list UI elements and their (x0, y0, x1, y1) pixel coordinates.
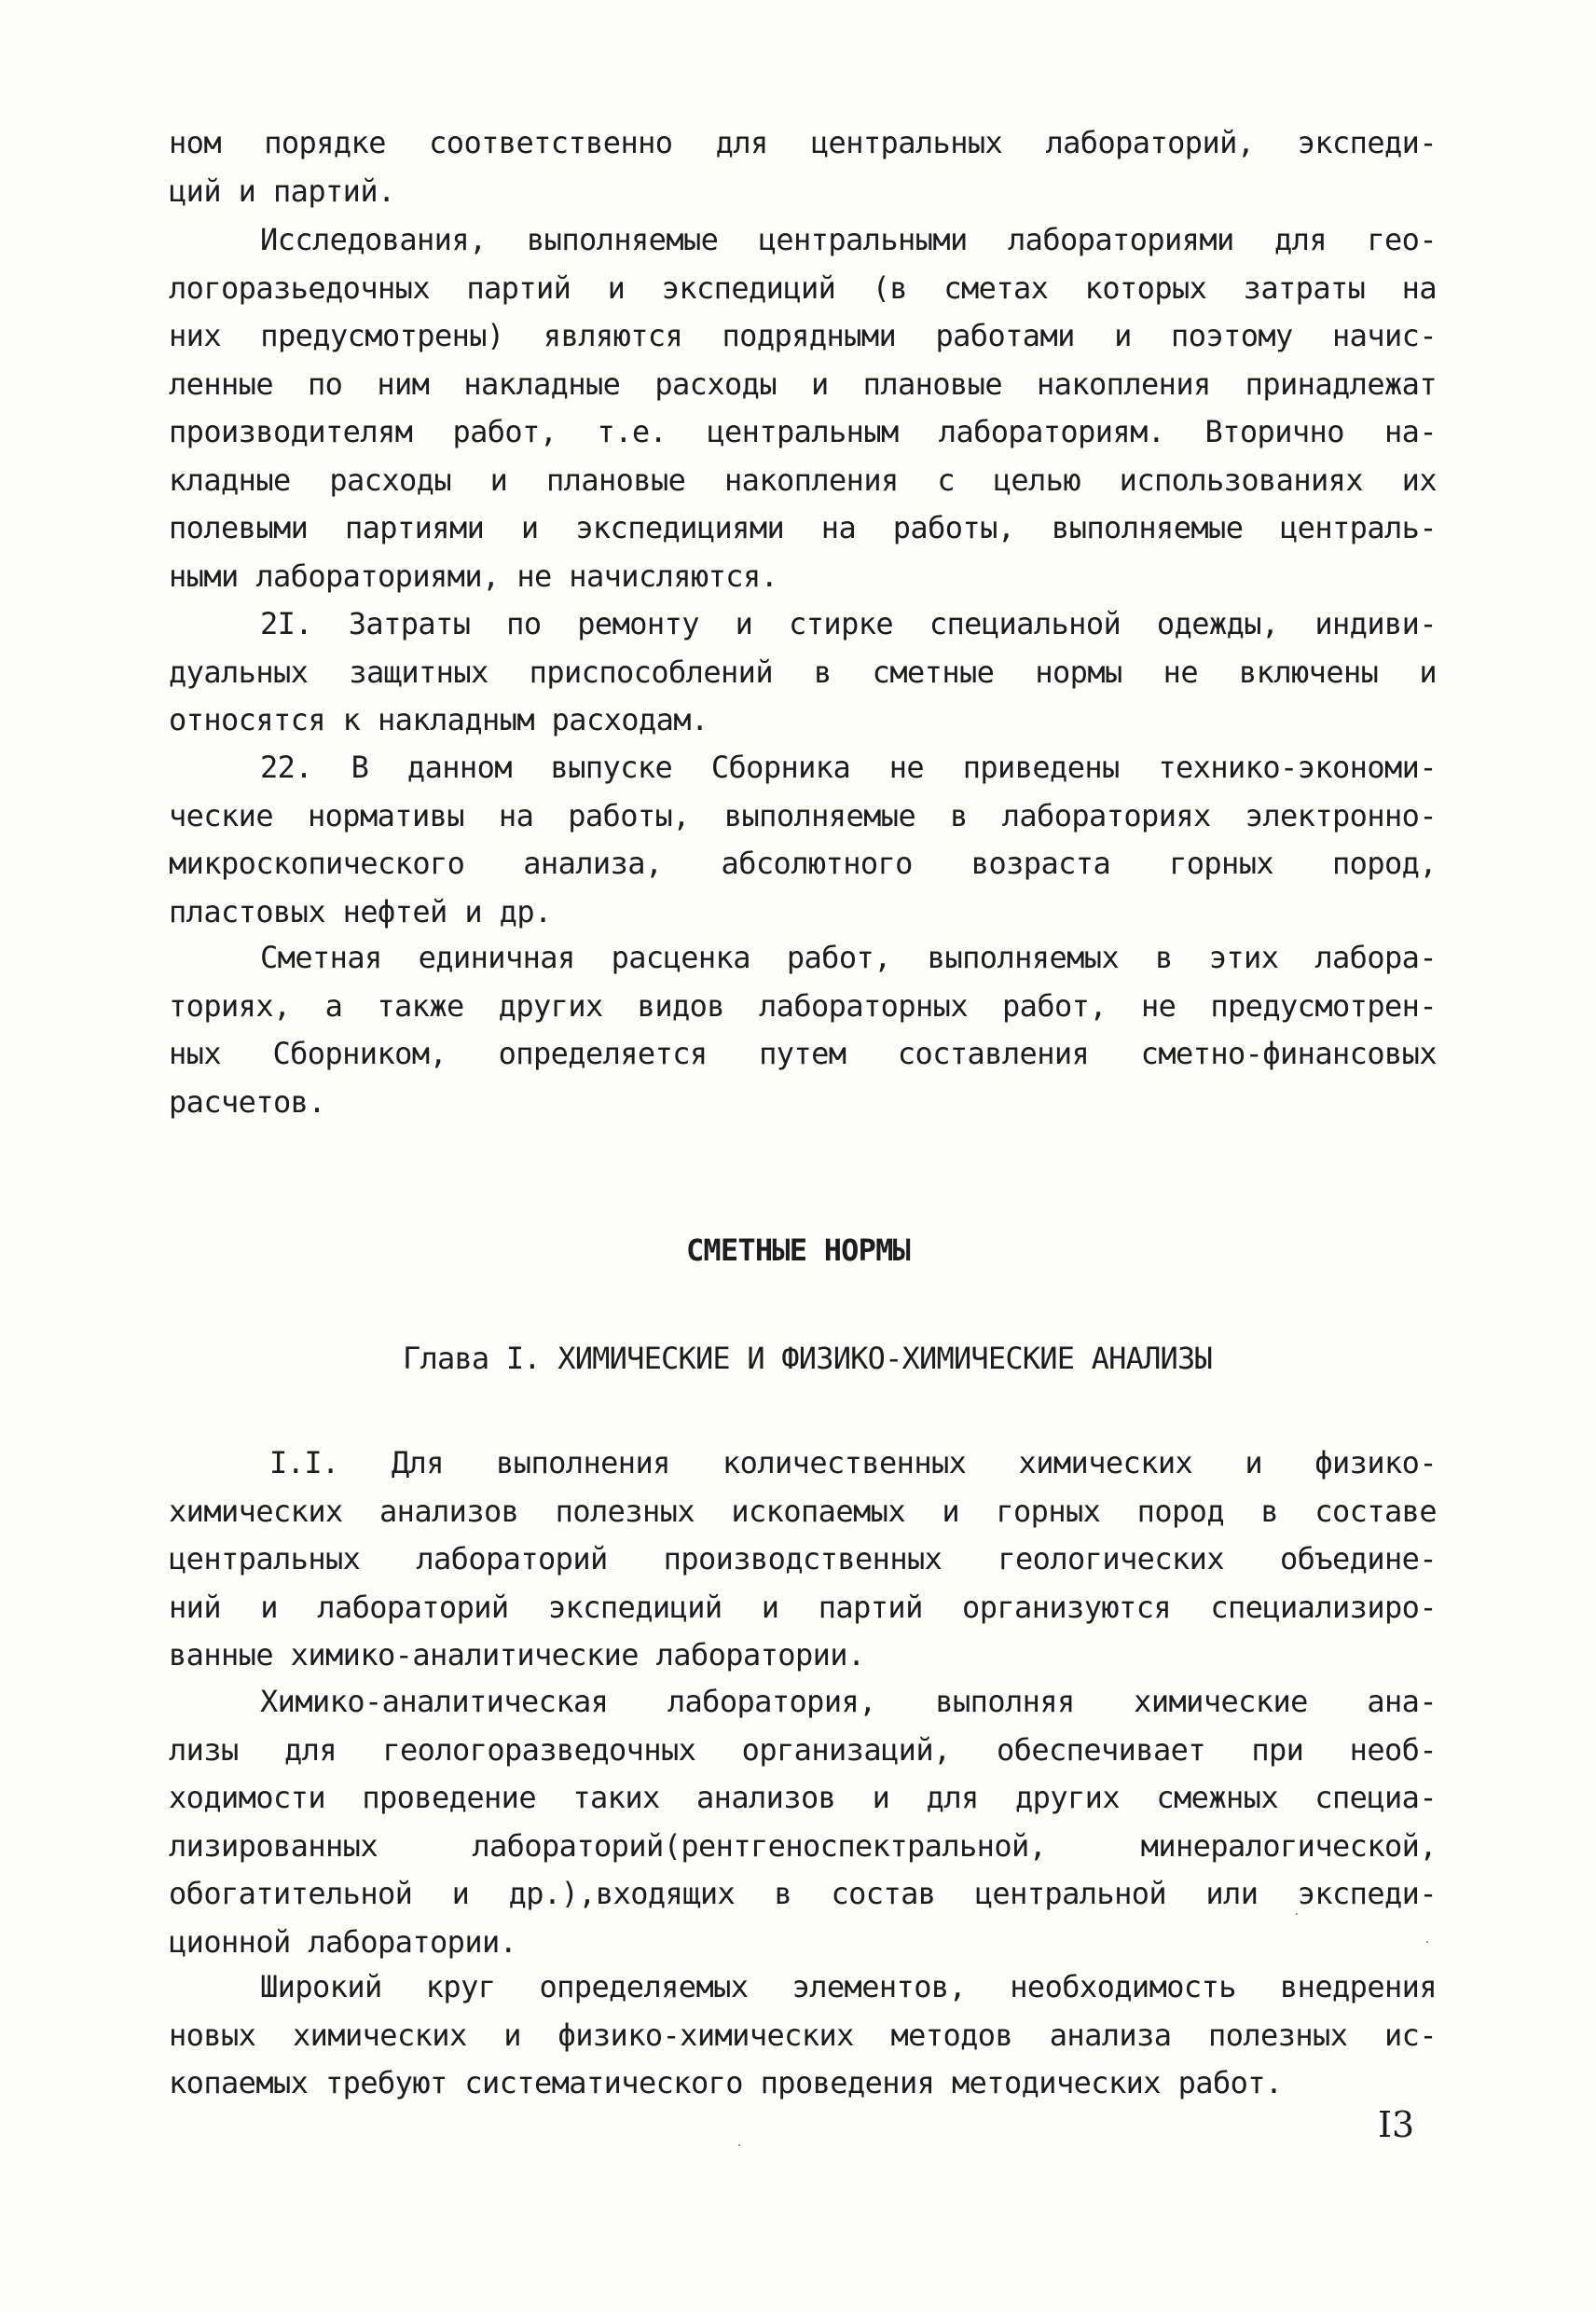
text-line: копаемых требуют систематического проведения методических работ. (169, 2065, 1283, 2100)
text-line: ций и партий. (169, 172, 395, 209)
text-line: ционной лаборатории. (169, 1923, 517, 1960)
text-line: ном порядке соответственно для центральных лабораторий, экспеди- (169, 125, 1437, 160)
text-line: лизированных лабораторий(рентгеноспектральной, минералогической, (169, 1827, 1437, 1864)
paragraph-1-1 (169, 1439, 1437, 1680)
text-line: полевыми партиями и экспедициями на работы, выполняемые централь- (169, 510, 1437, 545)
text-line: пластовых нефтей и др. (169, 893, 552, 929)
text-line: Исследования, выполняемые центральными лабораториями для гео- (260, 222, 1437, 257)
text-line: ходимости проведение таких анализов и для других смежных специа- (169, 1780, 1437, 1815)
text-line: ториях, а также других видов лабораторных работ, не предусмотрен- (169, 987, 1437, 1024)
paragraph-21 (169, 600, 1437, 745)
chapter-title: Глава I. ХИМИЧЕСКИЕ И ФИЗИКО-ХИМИЧЕСКИЕ АНАЛИЗЫ (403, 1341, 1212, 1376)
text-line: Широкий круг определяемых элементов, необходимость внедрения (260, 1969, 1437, 2004)
page-number: I3 (1378, 2104, 1415, 2145)
scan-speck (1296, 1913, 1298, 1915)
text-line: относятся к накладным расходам. (169, 702, 709, 737)
text-line: лизы для геологоразведочных организаций, обеспечивает при необ- (169, 1731, 1437, 1768)
paragraph-estimate (169, 934, 1437, 1126)
text-line: Сметная единичная расценка работ, выполняемых в этих лабора- (260, 940, 1437, 975)
text-line: Химико-аналитическая лаборатория, выполняя химические ана- (260, 1684, 1437, 1719)
section-title: СМЕТНЫЕ НОРМЫ (685, 1232, 911, 1268)
text-line: расчетов. (169, 1083, 325, 1120)
text-line: дуальных защитных приспособлений в сметные нормы не включены и (169, 654, 1437, 690)
text-line: ных Сборником, определяется путем составления сметно-финансовых (169, 1036, 1437, 1071)
text-line: производителям работ, т.е. центральным лабораториям. Вторично на- (169, 414, 1437, 449)
scan-speck (1426, 1941, 1428, 1943)
text-line: ний и лабораторий экспедиций и партий организуются специализиро- (169, 1589, 1437, 1625)
text-line: обогатительной и др.),входящих в состав центральной или экспеди- (169, 1876, 1437, 1911)
text-line: центральных лабораторий производственных геологических объедине- (169, 1541, 1437, 1576)
text-line: кладные расходы и плановые накопления с целью использованиях их (169, 461, 1437, 498)
text-line: ленные по ним накладные расходы и плановые накопления принадлежат (169, 365, 1437, 402)
paragraph-continuation (169, 119, 1437, 215)
text-line: 2I. Затраты по ремонту и стирке специальной одежды, индиви- (260, 606, 1437, 641)
text-line: логоразьедочных партий и экспедиций (в сметах которых затраты на (169, 269, 1437, 306)
text-line: микроскопического анализа, абсолютного возраста горных пород, (169, 846, 1437, 881)
text-line: химических анализов полезных ископаемых и горных пород в составе (169, 1493, 1437, 1529)
paragraph-research-contract (169, 216, 1437, 600)
text-line: них предусмотрены) являются подрядными работами и поэтому начис- (169, 318, 1437, 353)
paragraph-methods (169, 1963, 1437, 2108)
paragraph-22 (169, 744, 1437, 936)
text-line: 22. В данном выпуске Сборника не приведены технико-экономи- (260, 750, 1437, 785)
scan-speck (738, 2144, 740, 2146)
text-line: I.I. Для выполнения количественных химических и физико- (269, 1445, 1437, 1480)
text-line: ванные химико-аналитические лаборатории. (169, 1637, 865, 1673)
text-line: ными лабораториями, не начисляются. (169, 558, 778, 594)
text-line: новых химических и физико-химических методов анализа полезных ис- (169, 2017, 1437, 2053)
text-line: ческие нормативы на работы, выполняемые в лабораториях электронно- (169, 797, 1437, 833)
paragraph-chem-lab (169, 1678, 1437, 1966)
